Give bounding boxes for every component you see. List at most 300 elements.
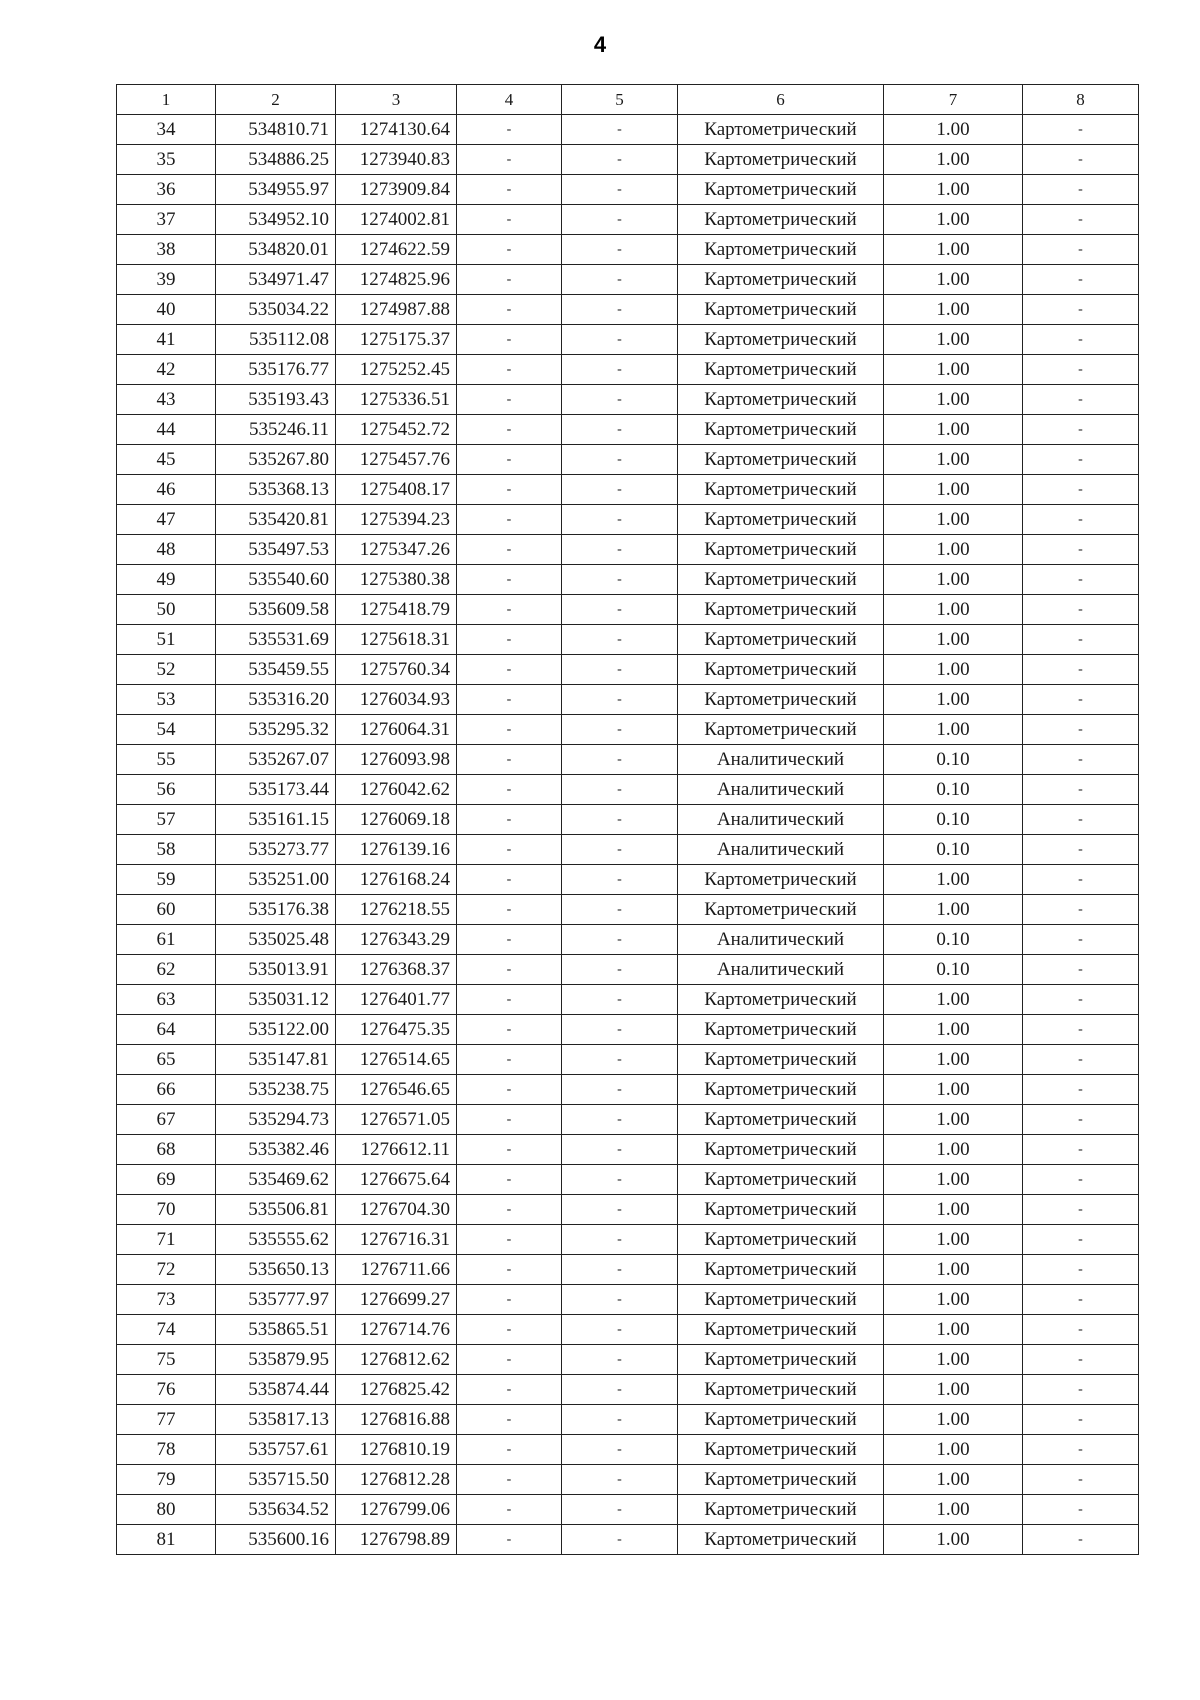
method-cell: Картометрический	[678, 325, 884, 355]
column-header-7: 7	[884, 85, 1023, 115]
accuracy-cell: 1.00	[884, 145, 1023, 175]
table-row	[117, 175, 1139, 205]
accuracy-cell: 1.00	[884, 1165, 1023, 1195]
coordinate-y-cell: 1276825.42	[336, 1375, 457, 1405]
column-8-value-cell: -	[1023, 1405, 1139, 1435]
coordinate-x-cell: 535251.00	[216, 865, 336, 895]
method-cell: Картометрический	[678, 115, 884, 145]
method-cell: Картометрический	[678, 355, 884, 385]
coordinate-x-cell: 535368.13	[216, 475, 336, 505]
column-5-value-cell: -	[562, 325, 678, 355]
accuracy-cell: 1.00	[884, 715, 1023, 745]
column-8-value-cell: -	[1023, 565, 1139, 595]
point-number-cell: 54	[117, 715, 216, 745]
accuracy-cell: 1.00	[884, 115, 1023, 145]
coordinate-y-cell: 1276699.27	[336, 1285, 457, 1315]
accuracy-cell: 1.00	[884, 235, 1023, 265]
column-5-value-cell: -	[562, 475, 678, 505]
coordinate-x-cell: 535031.12	[216, 985, 336, 1015]
coordinate-x-cell: 535777.97	[216, 1285, 336, 1315]
column-5-value-cell: -	[562, 1225, 678, 1255]
column-5-value-cell: -	[562, 385, 678, 415]
point-number-cell: 73	[117, 1285, 216, 1315]
column-4-value-cell: -	[457, 835, 562, 865]
column-8-value-cell: -	[1023, 1345, 1139, 1375]
accuracy-cell: 1.00	[884, 1105, 1023, 1135]
method-cell: Аналитический	[678, 805, 884, 835]
column-5-value-cell: -	[562, 925, 678, 955]
column-8-value-cell: -	[1023, 1045, 1139, 1075]
method-cell: Картометрический	[678, 265, 884, 295]
table-row	[117, 535, 1139, 565]
coordinate-y-cell: 1276798.89	[336, 1525, 457, 1555]
column-5-value-cell: -	[562, 985, 678, 1015]
accuracy-cell: 1.00	[884, 595, 1023, 625]
column-8-value-cell: -	[1023, 475, 1139, 505]
method-cell: Картометрический	[678, 1105, 884, 1135]
column-4-value-cell: -	[457, 385, 562, 415]
table-row	[117, 745, 1139, 775]
column-header-3: 3	[336, 85, 457, 115]
column-5-value-cell: -	[562, 295, 678, 325]
coordinate-y-cell: 1276812.28	[336, 1465, 457, 1495]
method-cell: Картометрический	[678, 295, 884, 325]
column-header-5: 5	[562, 85, 678, 115]
column-4-value-cell: -	[457, 685, 562, 715]
point-number-cell: 57	[117, 805, 216, 835]
column-4-value-cell: -	[457, 1045, 562, 1075]
column-4-value-cell: -	[457, 955, 562, 985]
coordinate-y-cell: 1274622.59	[336, 235, 457, 265]
accuracy-cell: 1.00	[884, 1345, 1023, 1375]
column-5-value-cell: -	[562, 565, 678, 595]
column-4-value-cell: -	[457, 1345, 562, 1375]
coordinate-y-cell: 1275452.72	[336, 415, 457, 445]
column-5-value-cell: -	[562, 235, 678, 265]
table-row	[117, 1045, 1139, 1075]
accuracy-cell: 1.00	[884, 1045, 1023, 1075]
coordinate-x-cell: 535238.75	[216, 1075, 336, 1105]
column-5-value-cell: -	[562, 625, 678, 655]
column-5-value-cell: -	[562, 715, 678, 745]
accuracy-cell: 1.00	[884, 295, 1023, 325]
point-number-cell: 34	[117, 115, 216, 145]
coordinate-y-cell: 1276812.62	[336, 1345, 457, 1375]
coordinate-y-cell: 1276218.55	[336, 895, 457, 925]
coordinate-x-cell: 535294.73	[216, 1105, 336, 1135]
coordinate-y-cell: 1274825.96	[336, 265, 457, 295]
table-row	[117, 655, 1139, 685]
column-5-value-cell: -	[562, 775, 678, 805]
coordinate-y-cell: 1276799.06	[336, 1495, 457, 1525]
method-cell: Картометрический	[678, 1315, 884, 1345]
coordinate-y-cell: 1276612.11	[336, 1135, 457, 1165]
column-4-value-cell: -	[457, 985, 562, 1015]
column-5-value-cell: -	[562, 835, 678, 865]
coordinate-x-cell: 535147.81	[216, 1045, 336, 1075]
coordinate-x-cell: 535874.44	[216, 1375, 336, 1405]
coordinate-x-cell: 535459.55	[216, 655, 336, 685]
point-number-cell: 63	[117, 985, 216, 1015]
accuracy-cell: 1.00	[884, 445, 1023, 475]
point-number-cell: 74	[117, 1315, 216, 1345]
point-number-cell: 79	[117, 1465, 216, 1495]
method-cell: Аналитический	[678, 955, 884, 985]
table-row	[117, 895, 1139, 925]
coordinate-x-cell: 535176.77	[216, 355, 336, 385]
accuracy-cell: 1.00	[884, 1405, 1023, 1435]
method-cell: Картометрический	[678, 1405, 884, 1435]
accuracy-cell: 1.00	[884, 1435, 1023, 1465]
table-row	[117, 1345, 1139, 1375]
table-row	[117, 565, 1139, 595]
accuracy-cell: 1.00	[884, 505, 1023, 535]
method-cell: Аналитический	[678, 745, 884, 775]
coordinate-x-cell: 535650.13	[216, 1255, 336, 1285]
column-5-value-cell: -	[562, 205, 678, 235]
point-number-cell: 44	[117, 415, 216, 445]
coordinate-x-cell: 534886.25	[216, 145, 336, 175]
column-8-value-cell: -	[1023, 1225, 1139, 1255]
point-number-cell: 68	[117, 1135, 216, 1165]
table-row	[117, 1255, 1139, 1285]
accuracy-cell: 0.10	[884, 745, 1023, 775]
column-8-value-cell: -	[1023, 295, 1139, 325]
coordinate-y-cell: 1275252.45	[336, 355, 457, 385]
method-cell: Картометрический	[678, 865, 884, 895]
column-5-value-cell: -	[562, 955, 678, 985]
column-4-value-cell: -	[457, 175, 562, 205]
coordinate-x-cell: 535034.22	[216, 295, 336, 325]
column-5-value-cell: -	[562, 1165, 678, 1195]
column-4-value-cell: -	[457, 1525, 562, 1555]
column-4-value-cell: -	[457, 565, 562, 595]
point-number-cell: 65	[117, 1045, 216, 1075]
table-row	[117, 265, 1139, 295]
column-4-value-cell: -	[457, 805, 562, 835]
column-4-value-cell: -	[457, 925, 562, 955]
column-4-value-cell: -	[457, 745, 562, 775]
table-row	[117, 1105, 1139, 1135]
column-5-value-cell: -	[562, 1465, 678, 1495]
coordinate-y-cell: 1274002.81	[336, 205, 457, 235]
point-number-cell: 47	[117, 505, 216, 535]
accuracy-cell: 1.00	[884, 1315, 1023, 1345]
coordinate-x-cell: 535382.46	[216, 1135, 336, 1165]
coordinate-y-cell: 1274987.88	[336, 295, 457, 325]
accuracy-cell: 1.00	[884, 1495, 1023, 1525]
coordinate-y-cell: 1276401.77	[336, 985, 457, 1015]
point-number-cell: 61	[117, 925, 216, 955]
coordinate-y-cell: 1276139.16	[336, 835, 457, 865]
table-row	[117, 505, 1139, 535]
accuracy-cell: 1.00	[884, 415, 1023, 445]
accuracy-cell: 1.00	[884, 1255, 1023, 1285]
column-5-value-cell: -	[562, 265, 678, 295]
column-8-value-cell: -	[1023, 1525, 1139, 1555]
point-number-cell: 75	[117, 1345, 216, 1375]
coordinate-x-cell: 535161.15	[216, 805, 336, 835]
accuracy-cell: 1.00	[884, 325, 1023, 355]
column-4-value-cell: -	[457, 1375, 562, 1405]
column-8-value-cell: -	[1023, 205, 1139, 235]
method-cell: Картометрический	[678, 1015, 884, 1045]
method-cell: Картометрический	[678, 715, 884, 745]
table-row	[117, 1495, 1139, 1525]
table-row	[117, 445, 1139, 475]
accuracy-cell: 1.00	[884, 985, 1023, 1015]
coordinate-y-cell: 1276343.29	[336, 925, 457, 955]
column-5-value-cell: -	[562, 1045, 678, 1075]
table-row	[117, 145, 1139, 175]
point-number-cell: 76	[117, 1375, 216, 1405]
coordinate-x-cell: 535295.32	[216, 715, 336, 745]
column-4-value-cell: -	[457, 265, 562, 295]
method-cell: Картометрический	[678, 1525, 884, 1555]
coordinate-x-cell: 535555.62	[216, 1225, 336, 1255]
method-cell: Картометрический	[678, 1465, 884, 1495]
coordinate-y-cell: 1276810.19	[336, 1435, 457, 1465]
point-number-cell: 35	[117, 145, 216, 175]
accuracy-cell: 1.00	[884, 625, 1023, 655]
accuracy-cell: 1.00	[884, 385, 1023, 415]
accuracy-cell: 1.00	[884, 1375, 1023, 1405]
point-number-cell: 56	[117, 775, 216, 805]
column-header-4: 4	[457, 85, 562, 115]
column-header-2: 2	[216, 85, 336, 115]
coordinate-x-cell: 535246.11	[216, 415, 336, 445]
column-8-value-cell: -	[1023, 1315, 1139, 1345]
column-5-value-cell: -	[562, 1195, 678, 1225]
column-5-value-cell: -	[562, 505, 678, 535]
column-8-value-cell: -	[1023, 835, 1139, 865]
column-8-value-cell: -	[1023, 1015, 1139, 1045]
point-number-cell: 43	[117, 385, 216, 415]
column-4-value-cell: -	[457, 775, 562, 805]
table-row	[117, 1075, 1139, 1105]
table-row	[117, 1525, 1139, 1555]
table-row	[117, 955, 1139, 985]
coordinate-x-cell: 535122.00	[216, 1015, 336, 1045]
table-row	[117, 205, 1139, 235]
table-row	[117, 1015, 1139, 1045]
accuracy-cell: 1.00	[884, 1225, 1023, 1255]
column-8-value-cell: -	[1023, 655, 1139, 685]
column-5-value-cell: -	[562, 1315, 678, 1345]
coordinate-y-cell: 1275336.51	[336, 385, 457, 415]
column-8-value-cell: -	[1023, 115, 1139, 145]
point-number-cell: 60	[117, 895, 216, 925]
column-8-value-cell: -	[1023, 355, 1139, 385]
column-4-value-cell: -	[457, 505, 562, 535]
coordinate-x-cell: 535634.52	[216, 1495, 336, 1525]
coordinate-y-cell: 1275394.23	[336, 505, 457, 535]
coordinate-y-cell: 1276475.35	[336, 1015, 457, 1045]
accuracy-cell: 1.00	[884, 1015, 1023, 1045]
coordinate-x-cell: 534952.10	[216, 205, 336, 235]
column-5-value-cell: -	[562, 445, 678, 475]
column-5-value-cell: -	[562, 1345, 678, 1375]
column-5-value-cell: -	[562, 685, 678, 715]
method-cell: Картометрический	[678, 1135, 884, 1165]
coordinate-y-cell: 1275380.38	[336, 565, 457, 595]
table-row	[117, 1375, 1139, 1405]
coordinate-y-cell: 1276675.64	[336, 1165, 457, 1195]
method-cell: Картометрический	[678, 655, 884, 685]
coordinate-x-cell: 535879.95	[216, 1345, 336, 1375]
column-header-1: 1	[117, 85, 216, 115]
column-8-value-cell: -	[1023, 715, 1139, 745]
column-5-value-cell: -	[562, 745, 678, 775]
table-row	[117, 1225, 1139, 1255]
column-8-value-cell: -	[1023, 415, 1139, 445]
point-number-cell: 78	[117, 1435, 216, 1465]
accuracy-cell: 1.00	[884, 1135, 1023, 1165]
column-8-value-cell: -	[1023, 235, 1139, 265]
coordinate-x-cell: 535497.53	[216, 535, 336, 565]
coordinate-x-cell: 535865.51	[216, 1315, 336, 1345]
method-cell: Картометрический	[678, 475, 884, 505]
column-4-value-cell: -	[457, 715, 562, 745]
accuracy-cell: 1.00	[884, 1195, 1023, 1225]
column-8-value-cell: -	[1023, 1165, 1139, 1195]
column-4-value-cell: -	[457, 235, 562, 265]
accuracy-cell: 0.10	[884, 835, 1023, 865]
method-cell: Картометрический	[678, 1075, 884, 1105]
column-5-value-cell: -	[562, 415, 678, 445]
table-row	[117, 625, 1139, 655]
column-8-value-cell: -	[1023, 385, 1139, 415]
accuracy-cell: 1.00	[884, 655, 1023, 685]
column-5-value-cell: -	[562, 1135, 678, 1165]
coordinate-y-cell: 1275175.37	[336, 325, 457, 355]
coordinate-x-cell: 535013.91	[216, 955, 336, 985]
accuracy-cell: 1.00	[884, 355, 1023, 385]
column-5-value-cell: -	[562, 1255, 678, 1285]
table-row	[117, 805, 1139, 835]
table-body	[117, 115, 1139, 1555]
point-number-cell: 48	[117, 535, 216, 565]
accuracy-cell: 1.00	[884, 1075, 1023, 1105]
column-4-value-cell: -	[457, 1105, 562, 1135]
column-8-value-cell: -	[1023, 1135, 1139, 1165]
method-cell: Картометрический	[678, 505, 884, 535]
accuracy-cell: 1.00	[884, 535, 1023, 565]
coordinate-y-cell: 1275760.34	[336, 655, 457, 685]
column-8-value-cell: -	[1023, 1465, 1139, 1495]
coordinate-x-cell: 534810.71	[216, 115, 336, 145]
method-cell: Картометрический	[678, 595, 884, 625]
coordinate-x-cell: 534955.97	[216, 175, 336, 205]
coordinate-y-cell: 1276711.66	[336, 1255, 457, 1285]
table-row	[117, 475, 1139, 505]
point-number-cell: 50	[117, 595, 216, 625]
accuracy-cell: 1.00	[884, 265, 1023, 295]
point-number-cell: 36	[117, 175, 216, 205]
table-row	[117, 1435, 1139, 1465]
method-cell: Картометрический	[678, 565, 884, 595]
coordinate-y-cell: 1275347.26	[336, 535, 457, 565]
column-4-value-cell: -	[457, 1435, 562, 1465]
coordinate-y-cell: 1274130.64	[336, 115, 457, 145]
accuracy-cell: 0.10	[884, 805, 1023, 835]
column-4-value-cell: -	[457, 625, 562, 655]
table-row	[117, 715, 1139, 745]
method-cell: Картометрический	[678, 385, 884, 415]
column-8-value-cell: -	[1023, 985, 1139, 1015]
table-row	[117, 385, 1139, 415]
column-4-value-cell: -	[457, 1135, 562, 1165]
column-8-value-cell: -	[1023, 865, 1139, 895]
accuracy-cell: 0.10	[884, 775, 1023, 805]
coordinate-y-cell: 1276514.65	[336, 1045, 457, 1075]
column-8-value-cell: -	[1023, 445, 1139, 475]
column-8-value-cell: -	[1023, 535, 1139, 565]
column-8-value-cell: -	[1023, 1075, 1139, 1105]
column-8-value-cell: -	[1023, 265, 1139, 295]
method-cell: Аналитический	[678, 925, 884, 955]
point-number-cell: 80	[117, 1495, 216, 1525]
method-cell: Картометрический	[678, 985, 884, 1015]
point-number-cell: 77	[117, 1405, 216, 1435]
coordinate-y-cell: 1276571.05	[336, 1105, 457, 1135]
accuracy-cell: 1.00	[884, 565, 1023, 595]
column-5-value-cell: -	[562, 865, 678, 895]
point-number-cell: 58	[117, 835, 216, 865]
column-4-value-cell: -	[457, 895, 562, 925]
coordinates-table	[116, 84, 1139, 1555]
column-5-value-cell: -	[562, 1525, 678, 1555]
accuracy-cell: 1.00	[884, 1525, 1023, 1555]
point-number-cell: 51	[117, 625, 216, 655]
point-number-cell: 42	[117, 355, 216, 385]
table-row	[117, 355, 1139, 385]
coordinate-y-cell: 1276716.31	[336, 1225, 457, 1255]
column-4-value-cell: -	[457, 535, 562, 565]
method-cell: Картометрический	[678, 145, 884, 175]
column-4-value-cell: -	[457, 205, 562, 235]
method-cell: Аналитический	[678, 775, 884, 805]
column-4-value-cell: -	[457, 475, 562, 505]
method-cell: Картометрический	[678, 535, 884, 565]
table-row	[117, 1195, 1139, 1225]
column-4-value-cell: -	[457, 1195, 562, 1225]
point-number-cell: 67	[117, 1105, 216, 1135]
coordinate-x-cell: 535531.69	[216, 625, 336, 655]
table-row	[117, 1285, 1139, 1315]
coordinate-x-cell: 535273.77	[216, 835, 336, 865]
point-number-cell: 71	[117, 1225, 216, 1255]
table-row	[117, 415, 1139, 445]
column-8-value-cell: -	[1023, 595, 1139, 625]
column-5-value-cell: -	[562, 805, 678, 835]
column-5-value-cell: -	[562, 1405, 678, 1435]
method-cell: Аналитический	[678, 835, 884, 865]
table-row	[117, 1165, 1139, 1195]
column-5-value-cell: -	[562, 355, 678, 385]
column-4-value-cell: -	[457, 1255, 562, 1285]
coordinate-y-cell: 1276714.76	[336, 1315, 457, 1345]
point-number-cell: 53	[117, 685, 216, 715]
accuracy-cell: 0.10	[884, 925, 1023, 955]
column-8-value-cell: -	[1023, 745, 1139, 775]
column-8-value-cell: -	[1023, 1495, 1139, 1525]
coordinate-x-cell: 535112.08	[216, 325, 336, 355]
column-8-value-cell: -	[1023, 685, 1139, 715]
column-4-value-cell: -	[457, 115, 562, 145]
column-8-value-cell: -	[1023, 1435, 1139, 1465]
coordinate-y-cell: 1276704.30	[336, 1195, 457, 1225]
